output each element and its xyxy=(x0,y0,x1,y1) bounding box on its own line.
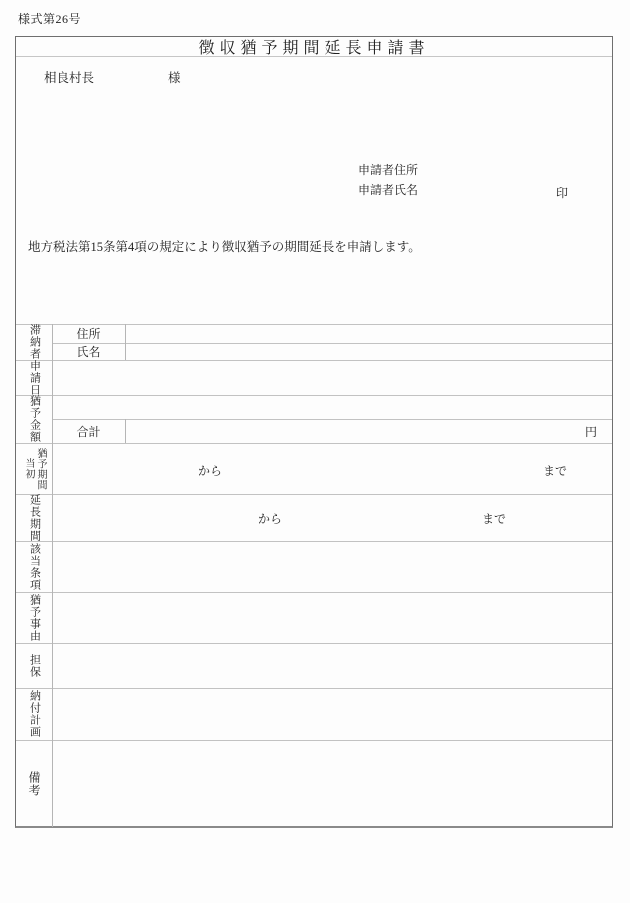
payment-plan-field xyxy=(53,689,612,739)
initial-period-from-label: から xyxy=(198,464,223,478)
addressee-honorific: 様 xyxy=(168,71,181,85)
seal-mark: 印 xyxy=(556,186,569,200)
form-border-box xyxy=(15,36,613,828)
form-number: 様式第26号 xyxy=(18,12,82,26)
grid-line xyxy=(16,443,612,444)
extension-period-from-label: から xyxy=(258,512,283,526)
collateral-label: 担保 xyxy=(28,653,41,678)
applicable-clause-label-cell xyxy=(16,541,52,592)
extension-period-label: 延長期間 xyxy=(28,493,41,542)
deferment-reason-label-cell xyxy=(16,592,52,643)
applicable-clause-label: 該当条項 xyxy=(28,542,41,591)
deferred-amount-label-cell xyxy=(16,395,52,443)
deferment-reason-label: 猶予事由 xyxy=(28,593,41,642)
taxpayer-name-label-cell xyxy=(52,343,125,360)
deferred-amount-field xyxy=(53,396,612,418)
extension-period-label-cell xyxy=(16,494,52,541)
form-title-row xyxy=(16,37,612,57)
deferred-amount-label: 猶予金額 xyxy=(28,395,41,443)
application-date-field xyxy=(53,361,612,394)
extension-period-to-label: まで xyxy=(482,512,507,526)
taxpayer-label-cell xyxy=(16,324,52,360)
total-label-cell xyxy=(52,419,125,443)
declaration-sentence: 地方税法第15条第4項の規定により徴収猶予の期間延長を申請します。 xyxy=(28,240,421,254)
taxpayer-address-label-cell xyxy=(52,324,125,343)
addressee: 相良村長 xyxy=(44,71,95,85)
collateral-field xyxy=(53,644,612,687)
applicant-address-label: 申請者住所 xyxy=(358,163,419,177)
application-date-label-cell xyxy=(16,360,52,395)
grid-line xyxy=(16,494,612,495)
currency-unit: 円 xyxy=(584,424,597,439)
applicable-clause-field xyxy=(53,542,612,591)
initial-period-to-label: まで xyxy=(543,464,568,478)
applicant-name-label: 申請者氏名 xyxy=(358,183,419,197)
remarks-label: 備考 xyxy=(27,770,41,797)
total-label: 合計 xyxy=(76,424,101,439)
application-date-label: 申請日 xyxy=(28,359,41,396)
payment-plan-label: 納付計画 xyxy=(28,690,41,738)
initial-period-label: 猶予期間 xyxy=(35,447,46,490)
form-title: 徴収猶予期間延長申請書 xyxy=(198,40,430,57)
collateral-label-cell xyxy=(16,643,52,688)
remarks-label-cell xyxy=(16,740,52,827)
total-amount-cell xyxy=(125,419,612,443)
remarks-field xyxy=(53,741,612,826)
taxpayer-label: 滞納者 xyxy=(28,324,41,360)
taxpayer-address-field xyxy=(126,325,612,343)
payment-plan-label-cell xyxy=(16,688,52,740)
taxpayer-name-label: 氏名 xyxy=(76,345,101,359)
deferment-reason-field xyxy=(53,593,612,642)
taxpayer-name-field xyxy=(126,344,612,360)
taxpayer-address-label: 住所 xyxy=(76,327,101,341)
initial-period-label-cell xyxy=(16,443,52,494)
initial-period-label-prefix: 当初 xyxy=(23,458,34,479)
